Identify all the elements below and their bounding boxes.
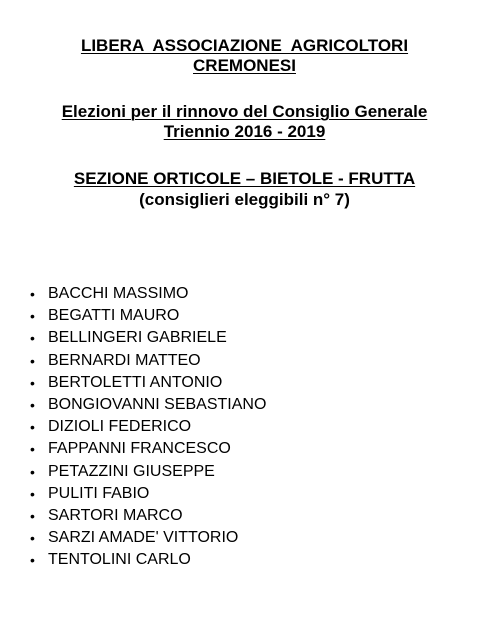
candidate-name: TENTOLINI CARLO [48,551,191,569]
list-item [30,549,266,571]
section-title [0,169,489,189]
org-title-line-2 [0,56,489,76]
list-item [30,505,266,527]
candidate-name: BERTOLETTI ANTONIO [48,373,223,391]
list-item [30,327,266,349]
org-title-line-1 [0,36,489,56]
candidate-name: BEGATTI MAURO [48,307,180,325]
bullet-icon: • [30,441,35,458]
election-title-line-1 [0,102,489,122]
org-title-line-1-text: LIBERA ASSOCIAZIONE AGRICOLTORI [80,36,409,55]
section-title-text: SEZIONE ORTICOLE – BIETOLE - FRUTTA [73,169,416,188]
list-item [30,283,266,305]
list-item [30,416,266,438]
list-item [30,372,266,394]
list-item [30,461,266,483]
bullet-icon: • [30,396,35,413]
section-subtitle [0,190,489,210]
list-item [30,483,266,505]
election-title-line-2 [0,122,489,142]
candidate-list [30,283,266,571]
bullet-icon: • [30,552,35,569]
candidate-name: BELLINGERI GABRIELE [48,329,227,347]
bullet-icon: • [30,507,35,524]
org-title-line-2-text: CREMONESI [193,56,296,75]
list-item [30,394,266,416]
candidate-name: BACCHI MASSIMO [48,285,189,302]
candidate-name: DIZIOLI FEDERICO [48,418,192,436]
election-title-line-1-text: Elezioni per il rinnovo del Consiglio Generale [61,102,428,121]
candidate-name: BONGIOVANNI SEBASTIANO [48,395,267,413]
bullet-icon: • [30,352,35,369]
bullet-icon: • [30,419,35,436]
bullet-icon: • [30,485,35,502]
candidate-name: PETAZZINI GIUSEPPE [48,462,215,480]
bullet-icon: • [30,530,35,547]
election-title-line-2-text: Triennio 2016 - 2019 [163,122,326,141]
bullet-icon: • [30,286,35,302]
section-subtitle-text: (consiglieri eleggibili n° 7) [139,190,350,209]
candidate-name: PULITI FABIO [48,484,150,502]
candidate-name: FAPPANNI FRANCESCO [48,440,231,458]
candidate-name: BERNARDI MATTEO [48,351,201,369]
candidate-name: SARZI AMADE' VITTORIO [48,529,239,547]
list-item [30,350,266,372]
candidate-name: SARTORI MARCO [48,506,183,524]
list-item [30,438,266,460]
list-item [30,305,266,327]
bullet-icon: • [30,374,35,391]
bullet-icon: • [30,330,35,347]
bullet-icon: • [30,308,35,325]
list-item [30,527,266,549]
bullet-icon: • [30,463,35,480]
